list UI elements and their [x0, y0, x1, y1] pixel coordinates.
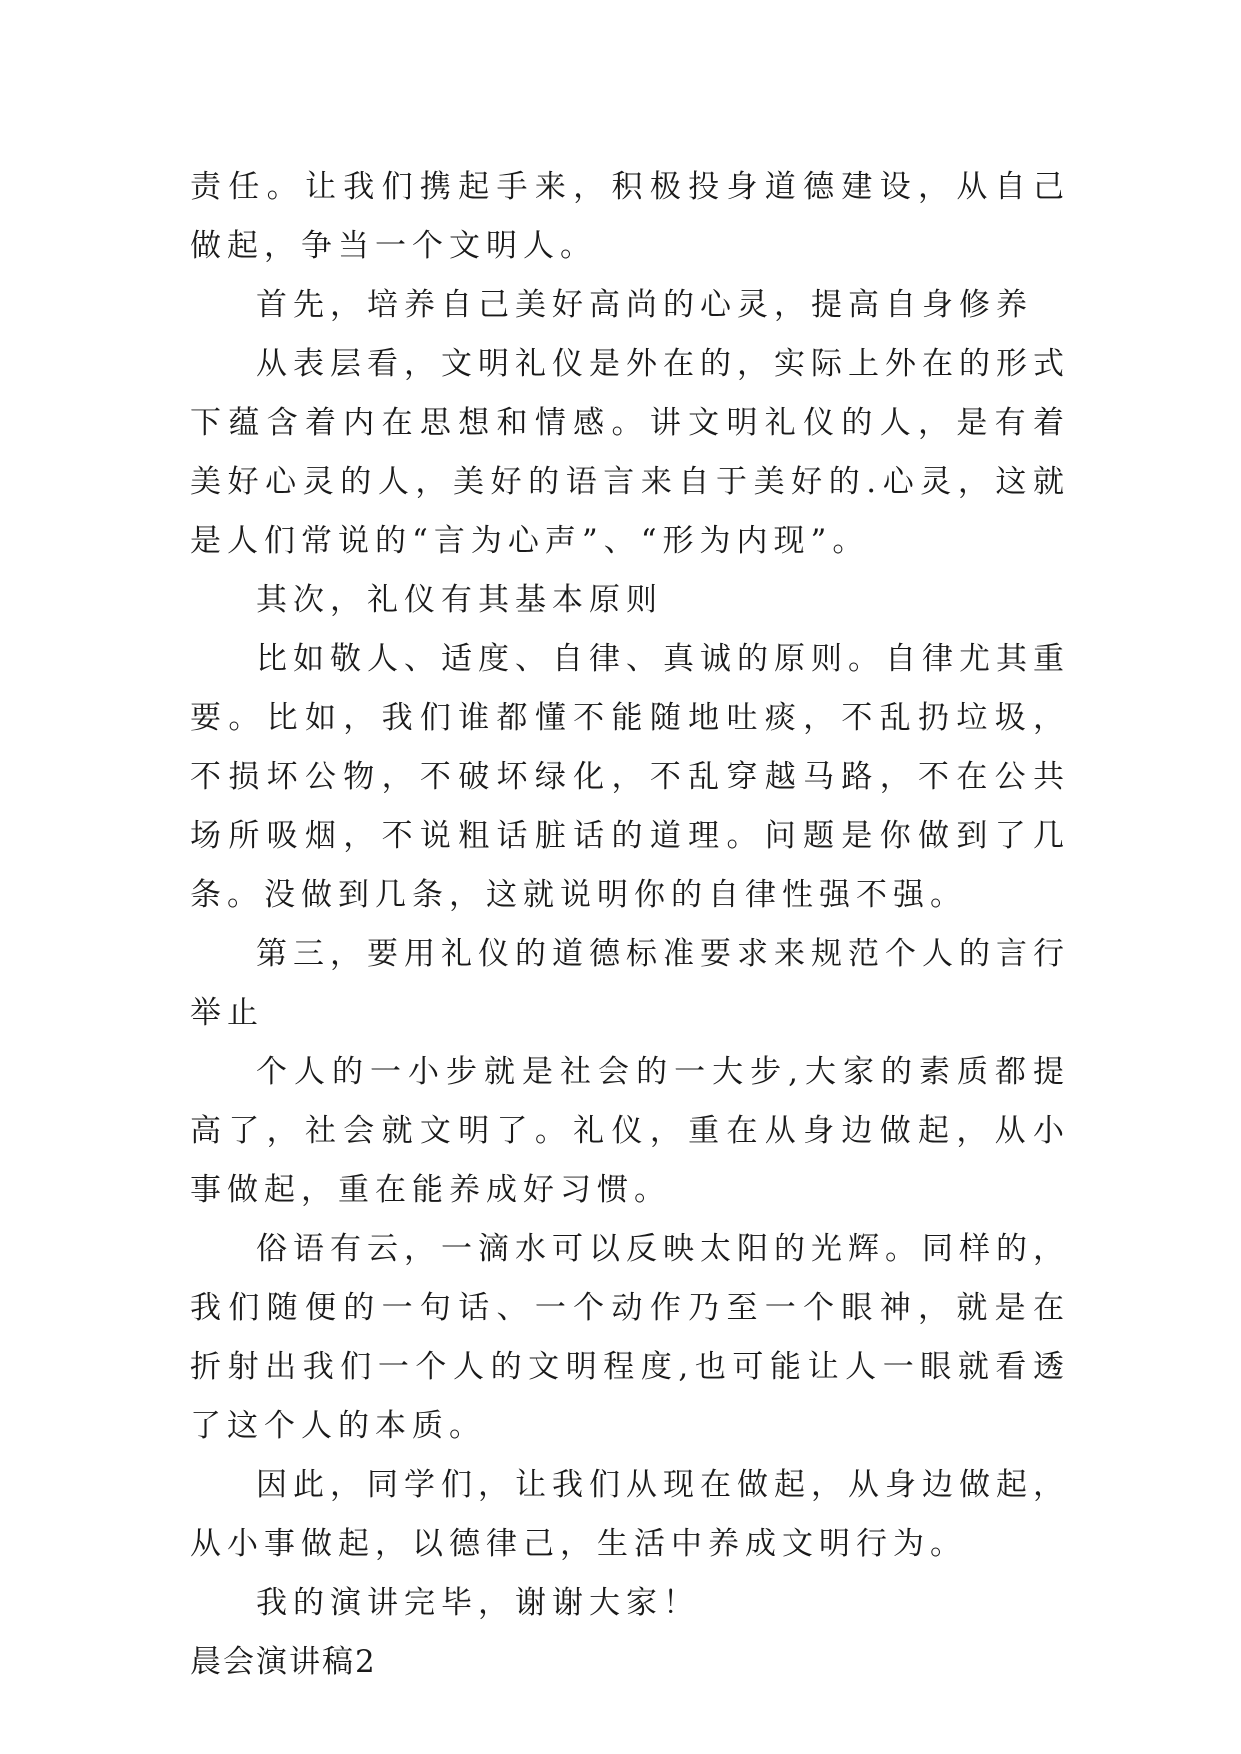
paragraph: 其次，礼仪有其基本原则 [256, 582, 663, 618]
paragraph: 我的演讲完毕，谢谢大家！ [256, 1585, 700, 1621]
paragraph: 因此，同学们，让我们从现在做起，从身边做起，从小事做起，以德律己，生活中养成文明行为。 [190, 1467, 1070, 1562]
paragraph: 责任。让我们携起手来，积极投身道德建设，从自己做起，争当一个文明人。 [190, 169, 1070, 264]
paragraph: 俗语有云，一滴水可以反映太阳的光辉。同样的，我们随便的一句话、一个动作乃至一个眼神，就是在折射出我们一个人的文明程度,也可能让人一眼就看透了这个人的本质。 [190, 1231, 1070, 1444]
document-body [190, 158, 1070, 1692]
paragraph: 第三，要用礼仪的道德标准要求来规范个人的言行举止 [190, 936, 1070, 1031]
paragraph: 比如敬人、适度、自律、真诚的原则。自律尤其重要。比如，我们谁都懂不能随地吐痰，不乱扔垃圾，不损坏公物，不破坏绿化，不乱穿越马路，不在公共场所吸烟，不说粗话脏话的道理。问题是你做到了几条。没做到几条，这就说明你的自律性强不强。 [190, 641, 1070, 913]
paragraph: 从表层看，文明礼仪是外在的，实际上外在的形式下蕴含着内在思想和情感。讲文明礼仪的人，是有着美好心灵的人，美好的语言来自于美好的.心灵，这就是人们常说的“言为心声”、“形为内现”。 [190, 346, 1070, 559]
section-heading: 晨会演讲稿2 [190, 1644, 377, 1680]
paragraph: 首先，培养自己美好高尚的心灵，提高自身修养 [256, 287, 1033, 323]
paragraph: 个人的一小步就是社会的一大步,大家的素质都提高了，社会就文明了。礼仪，重在从身边做起，从小事做起，重在能养成好习惯。 [190, 1054, 1070, 1208]
